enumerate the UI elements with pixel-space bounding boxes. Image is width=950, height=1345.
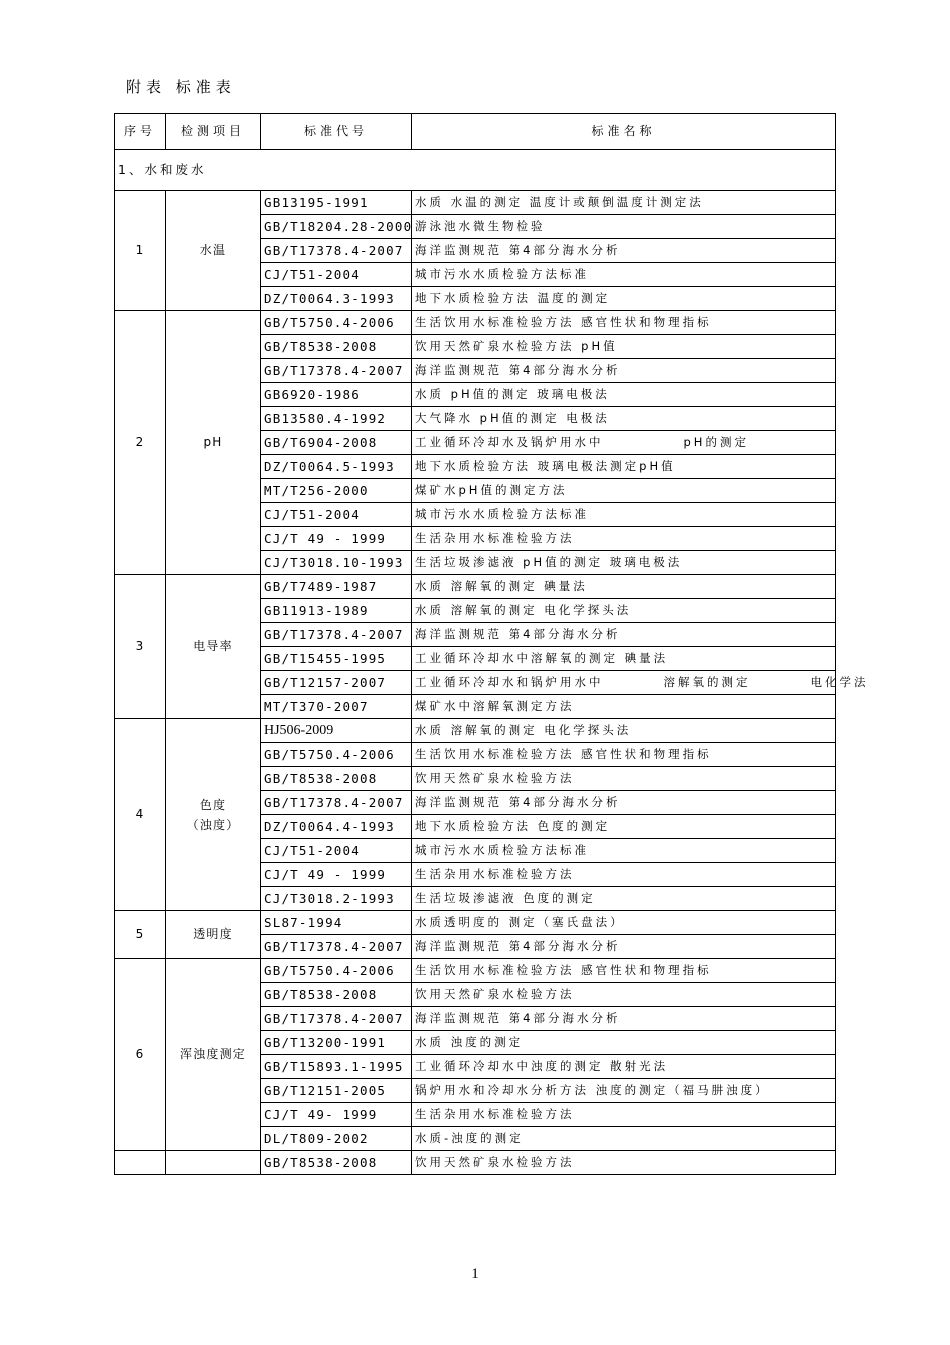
standard-name — [412, 455, 836, 479]
standard-code: HJ506-2009 — [261, 719, 412, 743]
standard-name — [412, 1151, 836, 1175]
standard-name — [412, 959, 836, 983]
standard-name — [412, 863, 836, 887]
section-title: 1、水和废水 — [115, 150, 836, 191]
standard-name — [412, 287, 836, 311]
standard-name-part: 生活垃圾渗滤液 pH值的测定 玻璃电极法 — [415, 555, 683, 569]
standard-code: GB6920-1986 — [261, 383, 412, 407]
standard-name-part: 溶解氧的测定 — [663, 675, 751, 689]
standard-name — [412, 551, 836, 575]
standard-name-part: 工业循环冷却水中浊度的测定 散射光法 — [415, 1059, 669, 1073]
standard-code: DZ/T0064.5-1993 — [261, 455, 412, 479]
standard-name — [412, 695, 836, 719]
standard-name-part: 工业循环冷却水中溶解氧的测定 碘量法 — [415, 651, 669, 665]
standard-code: GB/T6904-2008 — [261, 431, 412, 455]
standard-code: DL/T809-2002 — [261, 1127, 412, 1151]
standard-name — [412, 311, 836, 335]
standard-name — [412, 719, 836, 743]
standard-name-part: 水质 溶解氧的测定 碘量法 — [415, 579, 588, 593]
header-code: 标准代号 — [261, 114, 412, 150]
standard-name-part: 地下水质检验方法 色度的测定 — [415, 819, 611, 833]
standard-code: GB/T8538-2008 — [261, 983, 412, 1007]
standard-name-part: 煤矿水中溶解氧测定方法 — [415, 699, 575, 713]
standard-name-part: 游泳池水微生物检验 — [415, 219, 546, 233]
standard-name-part: 生活垃圾渗滤液 色度的测定 — [415, 891, 596, 905]
standard-name-part: 饮用天然矿泉水检验方法 — [415, 771, 575, 785]
standard-name-part: 地下水质检验方法 温度的测定 — [415, 291, 611, 305]
standard-name — [412, 815, 836, 839]
standard-name — [412, 215, 836, 239]
test-item: 透明度 — [166, 911, 261, 959]
standard-name — [412, 791, 836, 815]
standard-name-part: 生活杂用水标准检验方法 — [415, 531, 575, 545]
standard-code: GB/T5750.4-2006 — [261, 743, 412, 767]
standard-name-part: 水质 溶解氧的测定 电化学探头法 — [415, 603, 632, 617]
standard-name-part: 饮用天然矿泉水检验方法 pH值 — [415, 339, 618, 353]
standard-name-part: 生活杂用水标准检验方法 — [415, 867, 575, 881]
standard-code: GB/T18204.28-2000 — [261, 215, 412, 239]
standards-table — [114, 113, 869, 1175]
test-item — [166, 1151, 261, 1175]
table-row — [115, 575, 836, 599]
standard-name — [412, 1007, 836, 1031]
standard-name-part: 生活饮用水标准检验方法 感官性状和物理指标 — [415, 963, 712, 977]
table-row — [115, 719, 836, 743]
standard-name-part: 海洋监测规范 第4部分海水分析 — [415, 939, 621, 953]
standard-code: GB/T13200-1991 — [261, 1031, 412, 1055]
standard-name — [412, 383, 836, 407]
standard-code: SL87-1994 — [261, 911, 412, 935]
table-header-row — [115, 114, 836, 150]
standard-name — [412, 767, 836, 791]
table-row — [115, 191, 836, 215]
standard-code: GB/T17378.4-2007 — [261, 239, 412, 263]
standard-code: GB/T12151-2005 — [261, 1079, 412, 1103]
standard-code: CJ/T3018.2-1993 — [261, 887, 412, 911]
standard-name-part: 海洋监测规范 第4部分海水分析 — [415, 795, 621, 809]
table-row — [115, 1151, 836, 1175]
section-row — [115, 150, 836, 191]
test-item-line: （浊度） — [186, 817, 240, 832]
standard-name-part: 水质 溶解氧的测定 电化学探头法 — [415, 723, 632, 737]
standard-code: GB/T7489-1987 — [261, 575, 412, 599]
standard-code: GB/T8538-2008 — [261, 335, 412, 359]
standard-name-part: 城市污水水质检验方法标准 — [415, 507, 589, 521]
standard-name — [412, 335, 836, 359]
standard-code: GB/T8538-2008 — [261, 1151, 412, 1175]
standard-code: CJ/T51-2004 — [261, 503, 412, 527]
standard-name — [412, 479, 836, 503]
standard-name-part: 水质 水温的测定 温度计或颠倒温度计测定法 — [415, 195, 704, 209]
standard-code: MT/T370-2007 — [261, 695, 412, 719]
standard-code: GB13580.4-1992 — [261, 407, 412, 431]
standard-name-part: 城市污水水质检验方法标准 — [415, 843, 589, 857]
standard-name — [412, 983, 836, 1007]
row-index: 1 — [115, 191, 166, 311]
standard-name — [412, 1103, 836, 1127]
standard-code: CJ/T51-2004 — [261, 263, 412, 287]
standard-name — [412, 599, 836, 623]
test-item: 水温 — [166, 191, 261, 311]
standard-name-part: pH的测定 — [683, 435, 749, 449]
standard-name-part: 海洋监测规范 第4部分海水分析 — [415, 363, 621, 377]
test-item: 浑浊度测定 — [166, 959, 261, 1151]
standard-name — [412, 359, 836, 383]
standard-code: GB/T17378.4-2007 — [261, 1007, 412, 1031]
standard-name — [412, 503, 836, 527]
header-name: 标准名称 — [412, 114, 836, 150]
standard-name-part: 海洋监测规范 第4部分海水分析 — [415, 1011, 621, 1025]
standard-name-part: 海洋监测规范 第4部分海水分析 — [415, 627, 621, 641]
standard-name — [412, 743, 836, 767]
standard-code: DZ/T0064.3-1993 — [261, 287, 412, 311]
standard-name-part: 饮用天然矿泉水检验方法 — [415, 1155, 575, 1169]
standard-name-part: 水质 pH值的测定 玻璃电极法 — [415, 387, 610, 401]
standard-code: CJ/T51-2004 — [261, 839, 412, 863]
standard-code: CJ/T 49 - 1999 — [261, 863, 412, 887]
test-item: pH — [166, 311, 261, 575]
standard-name-part: 生活饮用水标准检验方法 感官性状和物理指标 — [415, 315, 712, 329]
header-index: 序号 — [115, 114, 166, 150]
standard-name-part: 水质 浊度的测定 — [415, 1035, 524, 1049]
standard-name-part: 生活饮用水标准检验方法 感官性状和物理指标 — [415, 747, 712, 761]
standard-name-part: 水质-浊度的测定 — [415, 1131, 524, 1145]
table-row — [115, 311, 836, 335]
standard-code: GB/T17378.4-2007 — [261, 359, 412, 383]
standard-code: GB/T17378.4-2007 — [261, 623, 412, 647]
row-index: 2 — [115, 311, 166, 575]
standard-name — [412, 911, 836, 935]
standard-code: CJ/T 49 - 1999 — [261, 527, 412, 551]
table-row — [115, 911, 836, 935]
standard-name — [412, 935, 836, 959]
row-index: 3 — [115, 575, 166, 719]
standard-name — [412, 527, 836, 551]
standard-name — [412, 1031, 836, 1055]
test-item: 电导率 — [166, 575, 261, 719]
standard-code: GB/T15893.1-1995 — [261, 1055, 412, 1079]
standard-name-part: 城市污水水质检验方法标准 — [415, 267, 589, 281]
standard-name — [412, 239, 836, 263]
page-number: 1 — [471, 1266, 479, 1282]
standard-name — [412, 1079, 836, 1103]
standard-code: MT/T256-2000 — [261, 479, 412, 503]
standard-name — [412, 839, 836, 863]
test-item-line: 色度 — [199, 797, 227, 812]
standard-code: GB/T5750.4-2006 — [261, 311, 412, 335]
standard-name-part: 锅炉用水和冷却水分析方法 浊度的测定（福马肼浊度） — [415, 1083, 770, 1097]
standard-name — [412, 407, 836, 431]
standard-name-part: 水质透明度的 测定（塞氏盘法） — [415, 915, 625, 929]
standard-name — [412, 1055, 836, 1079]
row-index: 5 — [115, 911, 166, 959]
standard-name — [412, 647, 836, 671]
standard-name — [412, 263, 836, 287]
standard-code: CJ/T3018.10-1993 — [261, 551, 412, 575]
page-title: 附表 标准表 — [126, 78, 236, 96]
row-index — [115, 1151, 166, 1175]
standard-code: GB/T12157-2007 — [261, 671, 412, 695]
row-index: 6 — [115, 959, 166, 1151]
standard-name — [412, 671, 869, 695]
test-item — [166, 719, 261, 911]
standard-name-part: 海洋监测规范 第4部分海水分析 — [415, 243, 621, 257]
standard-code: GB13195-1991 — [261, 191, 412, 215]
standard-code: GB11913-1989 — [261, 599, 412, 623]
standard-name — [412, 575, 836, 599]
standard-name-part: 地下水质检验方法 玻璃电极法测定pH值 — [415, 459, 676, 473]
table-row — [115, 959, 836, 983]
standard-code: CJ/T 49- 1999 — [261, 1103, 412, 1127]
standard-code: DZ/T0064.4-1993 — [261, 815, 412, 839]
standard-name — [412, 191, 836, 215]
row-index: 4 — [115, 719, 166, 911]
header-item: 检测项目 — [166, 114, 261, 150]
standard-name — [412, 1127, 836, 1151]
standard-name — [412, 887, 836, 911]
standard-name — [412, 623, 836, 647]
standard-code: GB/T5750.4-2006 — [261, 959, 412, 983]
standard-name-part: 电化学法 — [810, 675, 869, 689]
standard-name-part: 工业循环冷却水和锅炉用水中 — [415, 675, 604, 689]
table-body — [115, 150, 869, 1175]
standard-name-part: 大气降水 pH值的测定 电极法 — [415, 411, 610, 425]
standard-code: GB/T17378.4-2007 — [261, 791, 412, 815]
standard-code: GB/T8538-2008 — [261, 767, 412, 791]
standard-name-part: 饮用天然矿泉水检验方法 — [415, 987, 575, 1001]
standard-code: GB/T15455-1995 — [261, 647, 412, 671]
standard-name — [412, 431, 836, 455]
standard-name-part: 工业循环冷却水及锅炉用水中 — [415, 435, 604, 449]
standard-code: GB/T17378.4-2007 — [261, 935, 412, 959]
standard-name-part: 煤矿水pH值的测定方法 — [415, 483, 568, 497]
standard-name-part: 生活杂用水标准检验方法 — [415, 1107, 575, 1121]
